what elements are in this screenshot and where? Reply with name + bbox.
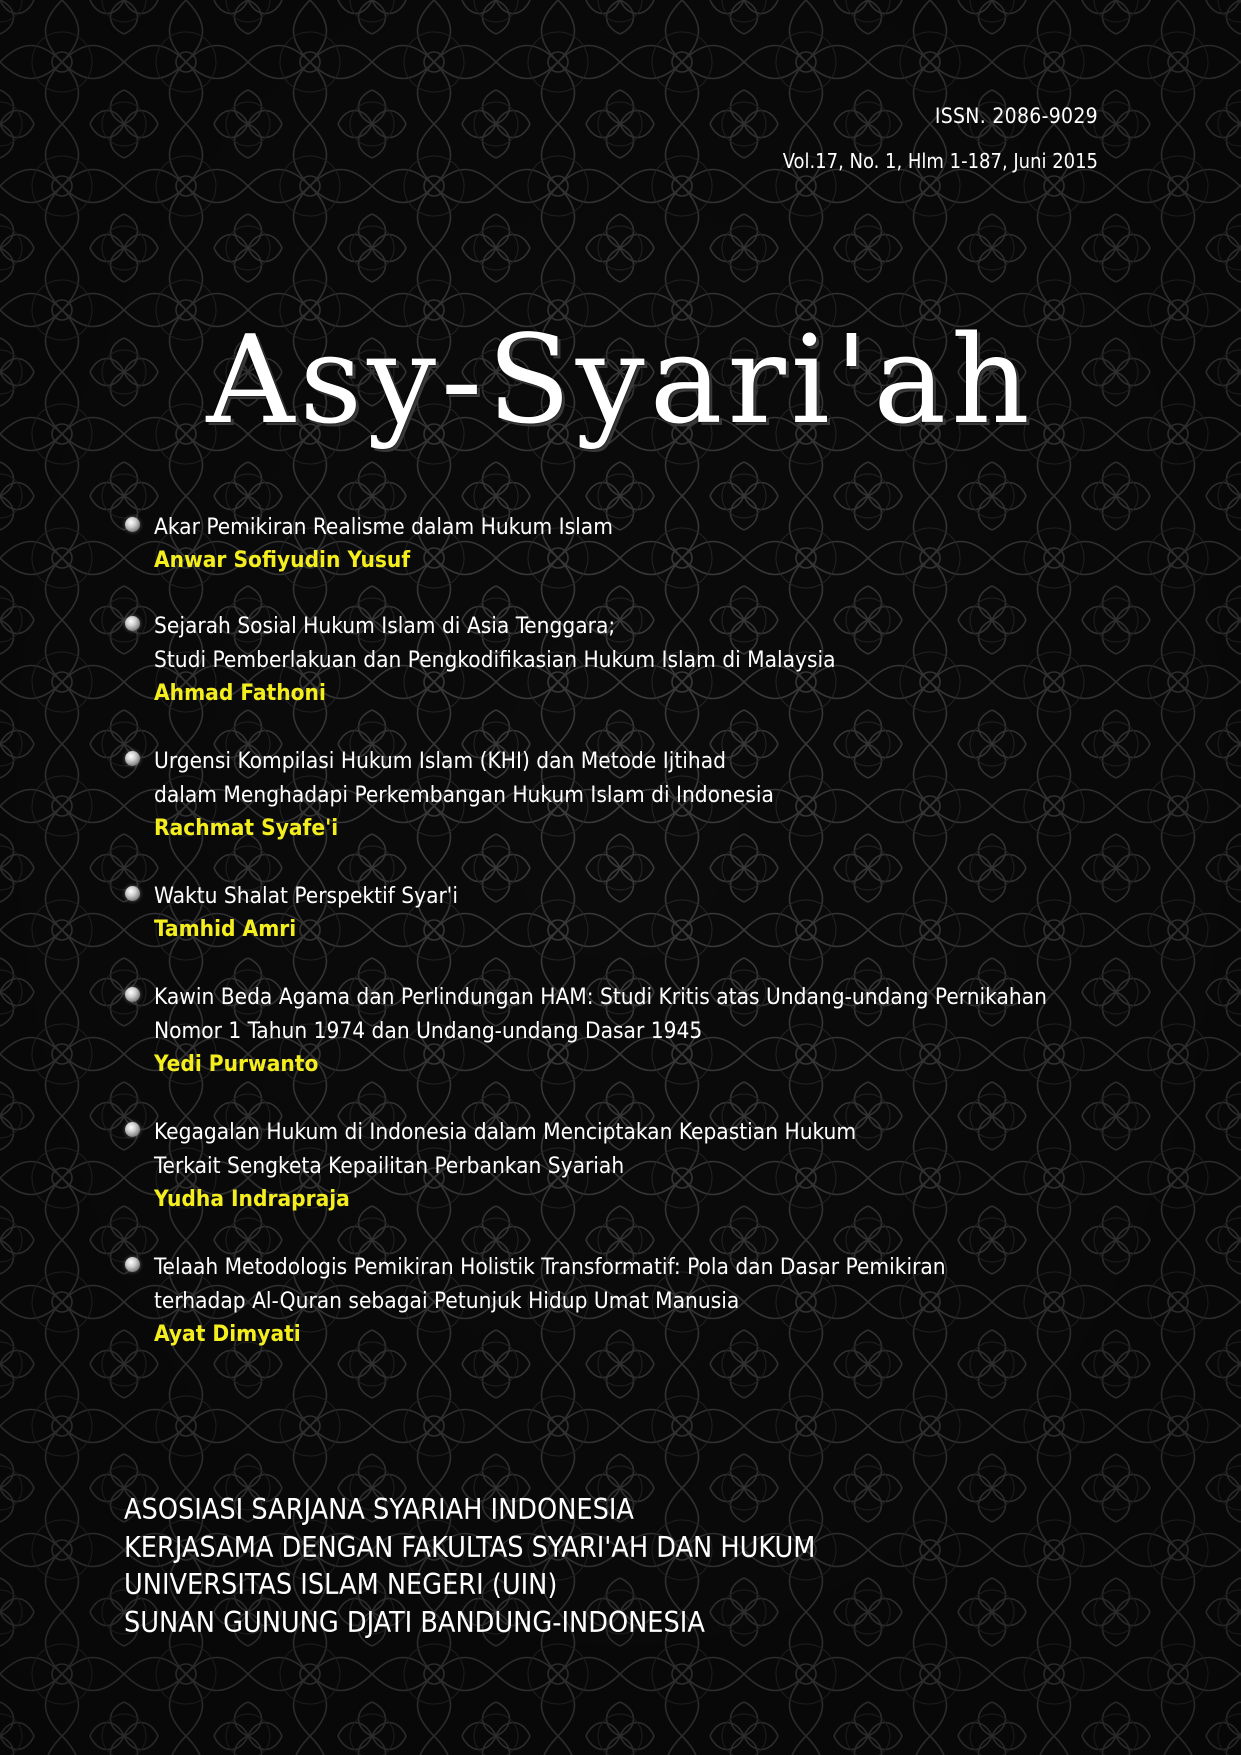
article-item — [124, 1250, 1124, 1351]
bullet-icon — [125, 1257, 140, 1272]
article-title-line: terhadap Al-Quran sebagai Petunjuk Hidup Umat Manusia — [154, 1288, 740, 1314]
volume-info: Vol.17, No. 1, Hlm 1-187, Juni 2015 — [782, 149, 1098, 173]
bullet-icon — [125, 987, 140, 1002]
article-author: Ahmad Fathoni — [154, 680, 326, 706]
publisher-line: KERJASAMA DENGAN FAKULTAS SYARI'AH DAN HUKUM — [124, 1530, 816, 1564]
bullet-icon — [125, 1122, 140, 1137]
publisher-block — [124, 1491, 815, 1641]
issn-number: ISSN. 2086-9029 — [934, 104, 1098, 128]
article-author: Ayat Dimyati — [154, 1321, 301, 1347]
publisher-line: SUNAN GUNUNG DJATI BANDUNG-INDONESIA — [124, 1605, 705, 1639]
article-list — [124, 510, 1124, 1385]
bullet-icon — [125, 517, 140, 532]
article-item — [124, 510, 1124, 577]
article-author: Yedi Purwanto — [154, 1051, 319, 1077]
article-title-line: Studi Pemberlakuan dan Pengkodifikasian Hukum Islam di Malaysia — [154, 647, 836, 673]
article-author: Rachmat Syafe'i — [154, 815, 339, 841]
article-author: Anwar Sofiyudin Yusuf — [154, 547, 411, 573]
article-author: Yudha Indrapraja — [154, 1186, 350, 1212]
publisher-line: ASOSIASI SARJANA SYARIAH INDONESIA — [124, 1493, 634, 1526]
publisher-line: UNIVERSITAS ISLAM NEGERI (UIN) — [124, 1568, 558, 1601]
article-title-line: Telaah Metodologis Pemikiran Holistik Transformatif: Pola dan Dasar Pemikiran — [154, 1254, 946, 1280]
article-title-line: Akar Pemikiran Realisme dalam Hukum Islam — [154, 514, 613, 540]
bullet-icon — [125, 751, 140, 766]
journal-title: Asy-Syari'ah — [206, 308, 1035, 451]
article-item — [124, 879, 1124, 946]
article-item — [124, 1115, 1124, 1216]
article-item — [124, 980, 1124, 1081]
article-title-line: Nomor 1 Tahun 1974 dan Undang-undang Dasar 1945 — [154, 1018, 703, 1044]
article-item — [124, 744, 1124, 845]
article-title-line: Kawin Beda Agama dan Perlindungan HAM: Studi Kritis atas Undang-undang Pernikahan — [154, 984, 1047, 1010]
bullet-icon — [125, 886, 140, 901]
article-title-line: Terkait Sengketa Kepailitan Perbankan Syariah — [154, 1153, 625, 1179]
article-title-line: Kegagalan Hukum di Indonesia dalam Menciptakan Kepastian Hukum — [154, 1119, 857, 1145]
bullet-icon — [125, 616, 140, 631]
article-author: Tamhid Amri — [154, 916, 297, 942]
article-title-line: dalam Menghadapi Perkembangan Hukum Islam di Indonesia — [154, 782, 774, 808]
article-title-line: Sejarah Sosial Hukum Islam di Asia Tenggara; — [154, 613, 616, 639]
article-title-line: Waktu Shalat Perspektif Syar'i — [154, 883, 458, 909]
article-item — [124, 609, 1124, 710]
article-title-line: Urgensi Kompilasi Hukum Islam (KHI) dan Metode Ijtihad — [154, 748, 727, 774]
